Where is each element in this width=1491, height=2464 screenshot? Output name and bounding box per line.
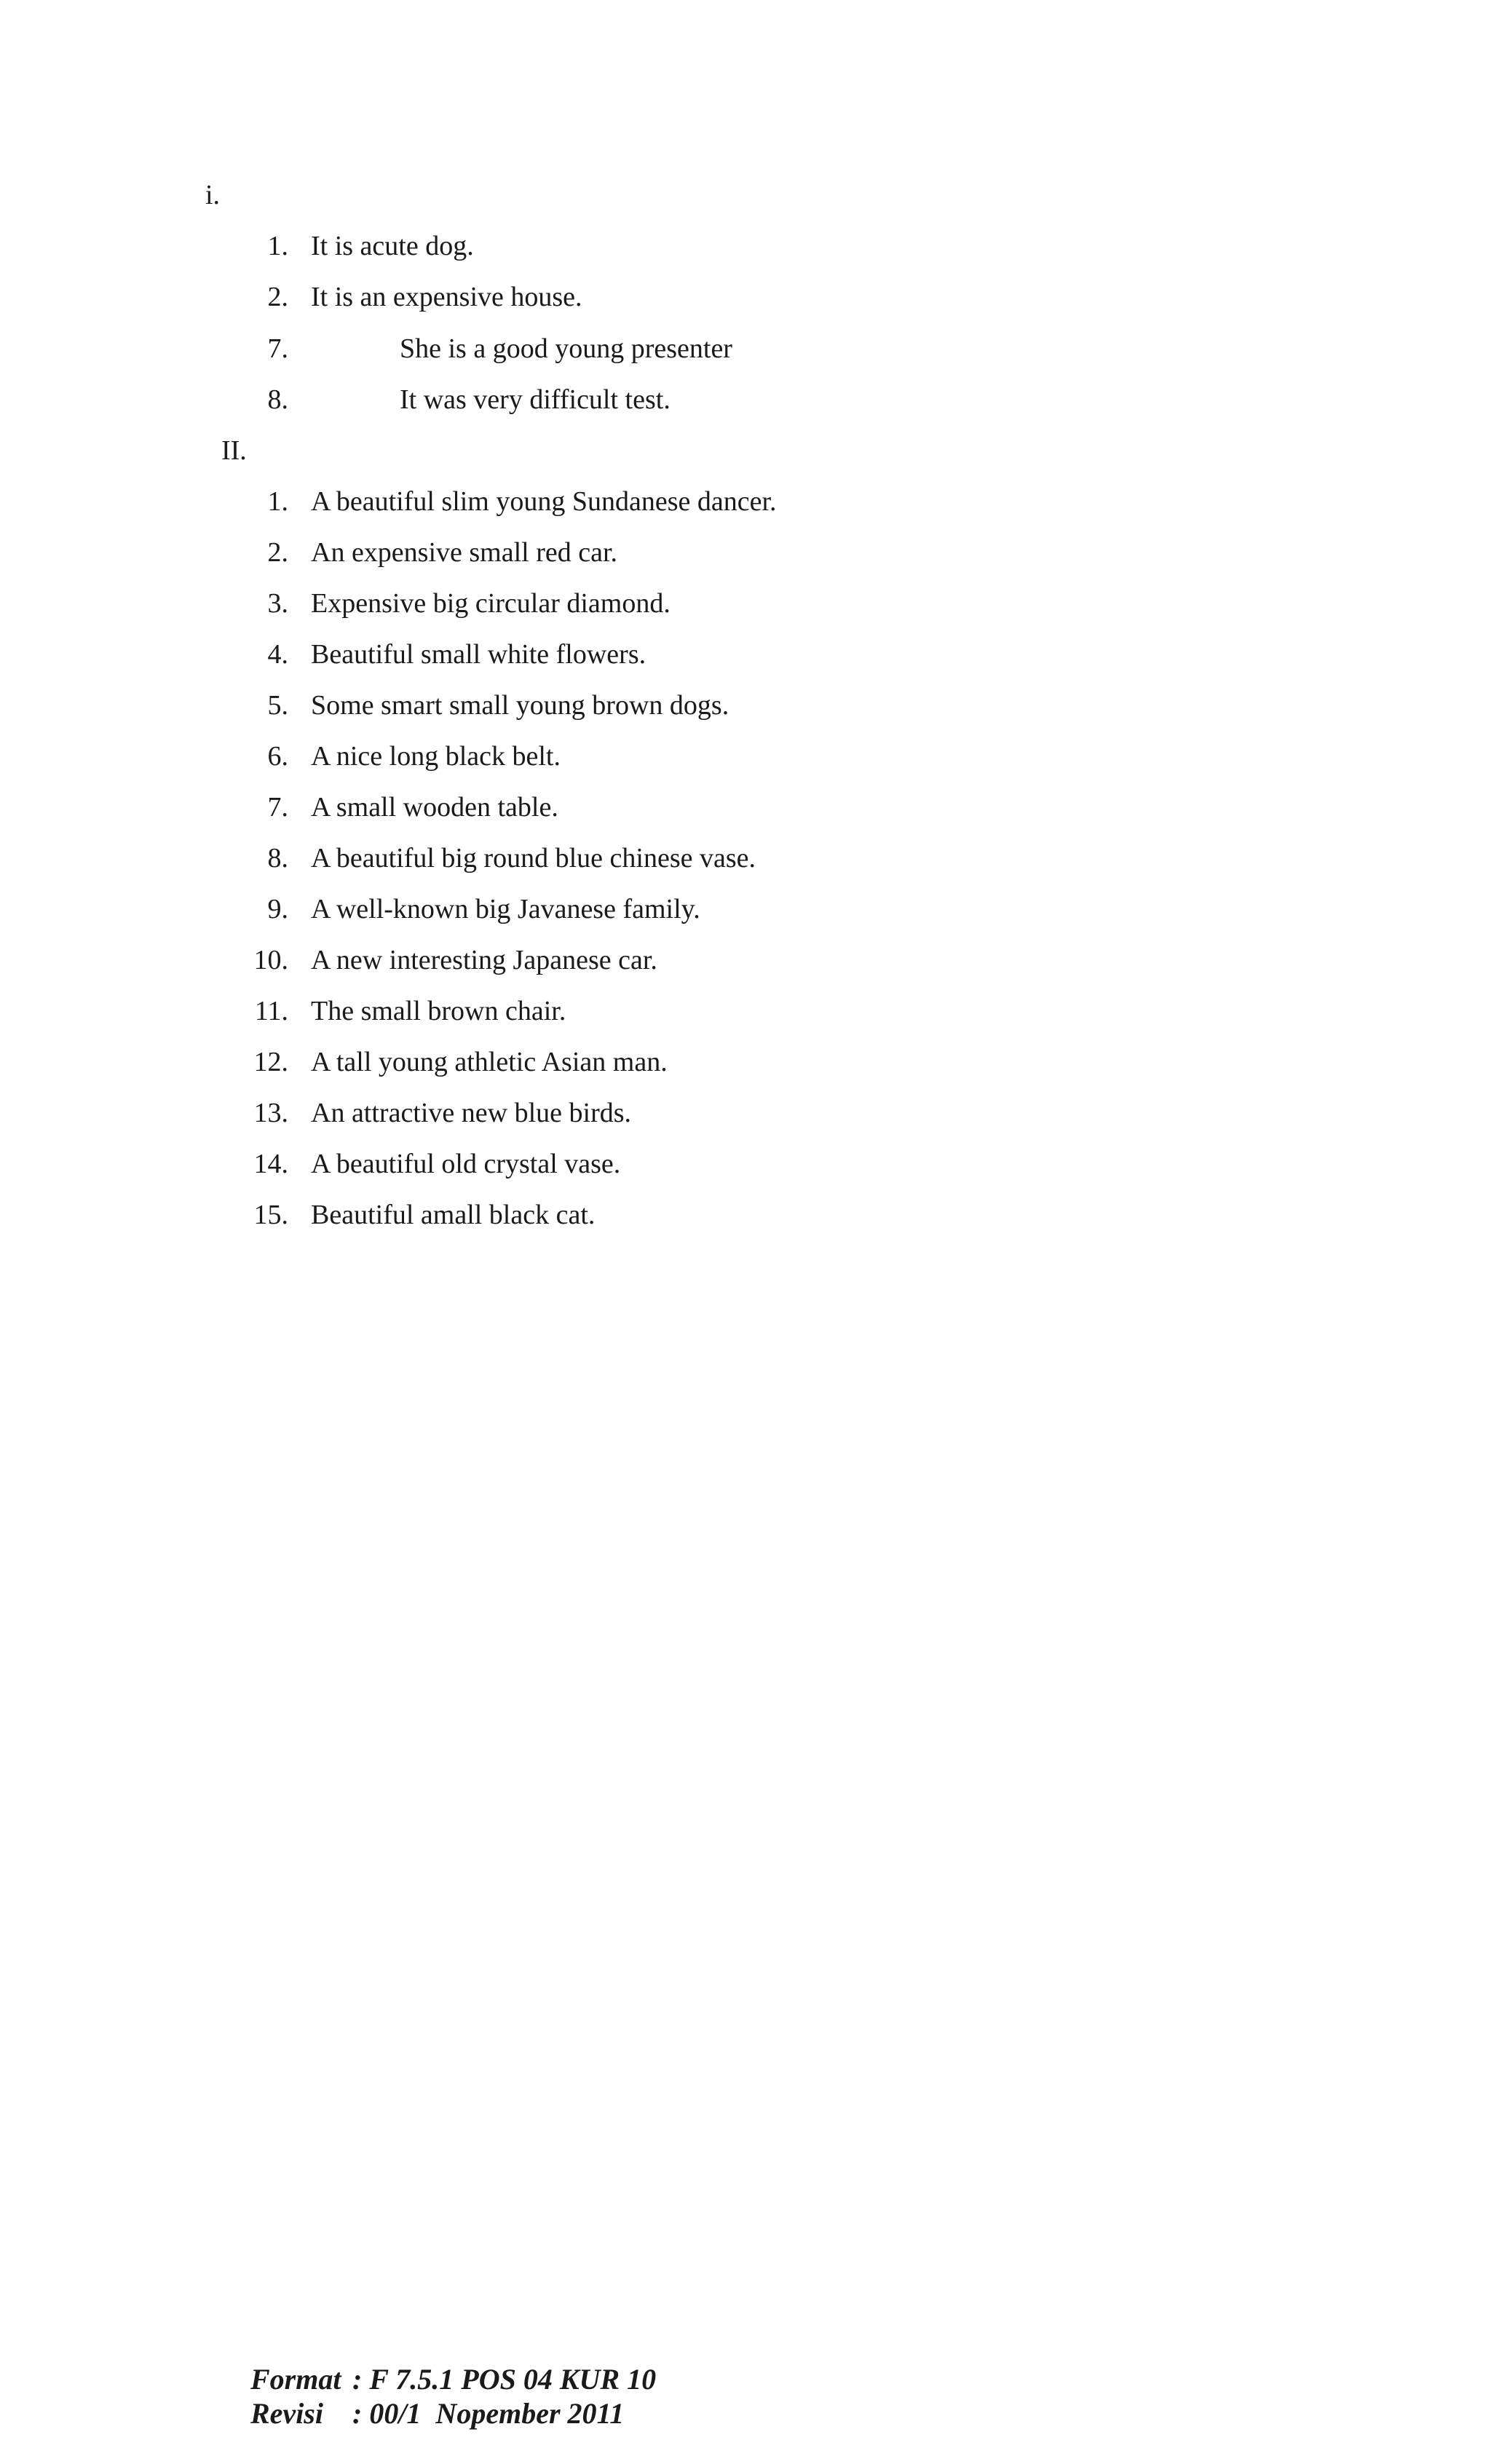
list-item-number: 15.: [253, 1200, 288, 1230]
list-item-text: It is acute dog.: [311, 231, 474, 261]
list-item-number: 12.: [253, 1047, 288, 1077]
list-item-text: A beautiful big round blue chinese vase.: [311, 843, 756, 874]
section-two-marker: II.: [221, 435, 247, 466]
list-item-number: 4.: [267, 639, 288, 670]
list-item-text: A beautiful slim young Sundanese dancer.: [311, 486, 777, 517]
list-item-number: 13.: [253, 1098, 288, 1128]
list-item-text: It was very difficult test.: [400, 384, 671, 415]
footer-revisi-label: Revisi: [250, 2397, 323, 2430]
list-item-number: 2.: [267, 537, 288, 568]
list-item-text: Beautiful small white flowers.: [311, 639, 646, 670]
list-item-number: 7.: [267, 333, 288, 364]
list-item-text: A well-known big Javanese family.: [311, 894, 700, 924]
list-item-number: 6.: [267, 741, 288, 772]
list-item-text: It is an expensive house.: [311, 282, 582, 312]
list-item-text: A tall young athletic Asian man.: [311, 1047, 668, 1077]
list-item-number: 1.: [267, 231, 288, 261]
list-item-number: 9.: [267, 894, 288, 924]
footer-revisi: [221, 2364, 624, 2464]
list-item-number: 8.: [267, 843, 288, 874]
list-item-number: 5.: [267, 690, 288, 721]
list-item-text: A beautiful old crystal vase.: [311, 1149, 621, 1179]
section-one-marker: i.: [205, 180, 221, 210]
list-item-number: 3.: [267, 588, 288, 619]
list-item-number: 14.: [253, 1149, 288, 1179]
list-item-text: Beautiful amall black cat.: [311, 1200, 596, 1230]
list-item-text: An expensive small red car.: [311, 537, 618, 568]
list-item-text: A nice long black belt.: [311, 741, 561, 772]
list-item-number: 1.: [267, 486, 288, 517]
list-item-number: 2.: [267, 282, 288, 312]
list-item-text: A small wooden table.: [311, 792, 558, 823]
list-item-number: 10.: [253, 945, 288, 975]
list-item-number: 8.: [267, 384, 288, 415]
list-item-number: 11.: [254, 996, 288, 1026]
list-item-text: Expensive big circular diamond.: [311, 588, 671, 619]
list-item-text: She is a good young presenter: [400, 333, 732, 364]
list-item-text: An attractive new blue birds.: [311, 1098, 632, 1128]
footer-format-value: : F 7.5.1 POS 04 KUR 10: [352, 2363, 657, 2396]
footer-revisi-value: : 00/1 Nopember 2011: [352, 2397, 625, 2430]
list-item-text: Some smart small young brown dogs.: [311, 690, 729, 721]
list-item-number: 7.: [267, 792, 288, 823]
footer-format-label: Format: [250, 2363, 341, 2396]
list-item-text: A new interesting Japanese car.: [311, 945, 657, 975]
list-item-text: The small brown chair.: [311, 996, 566, 1026]
